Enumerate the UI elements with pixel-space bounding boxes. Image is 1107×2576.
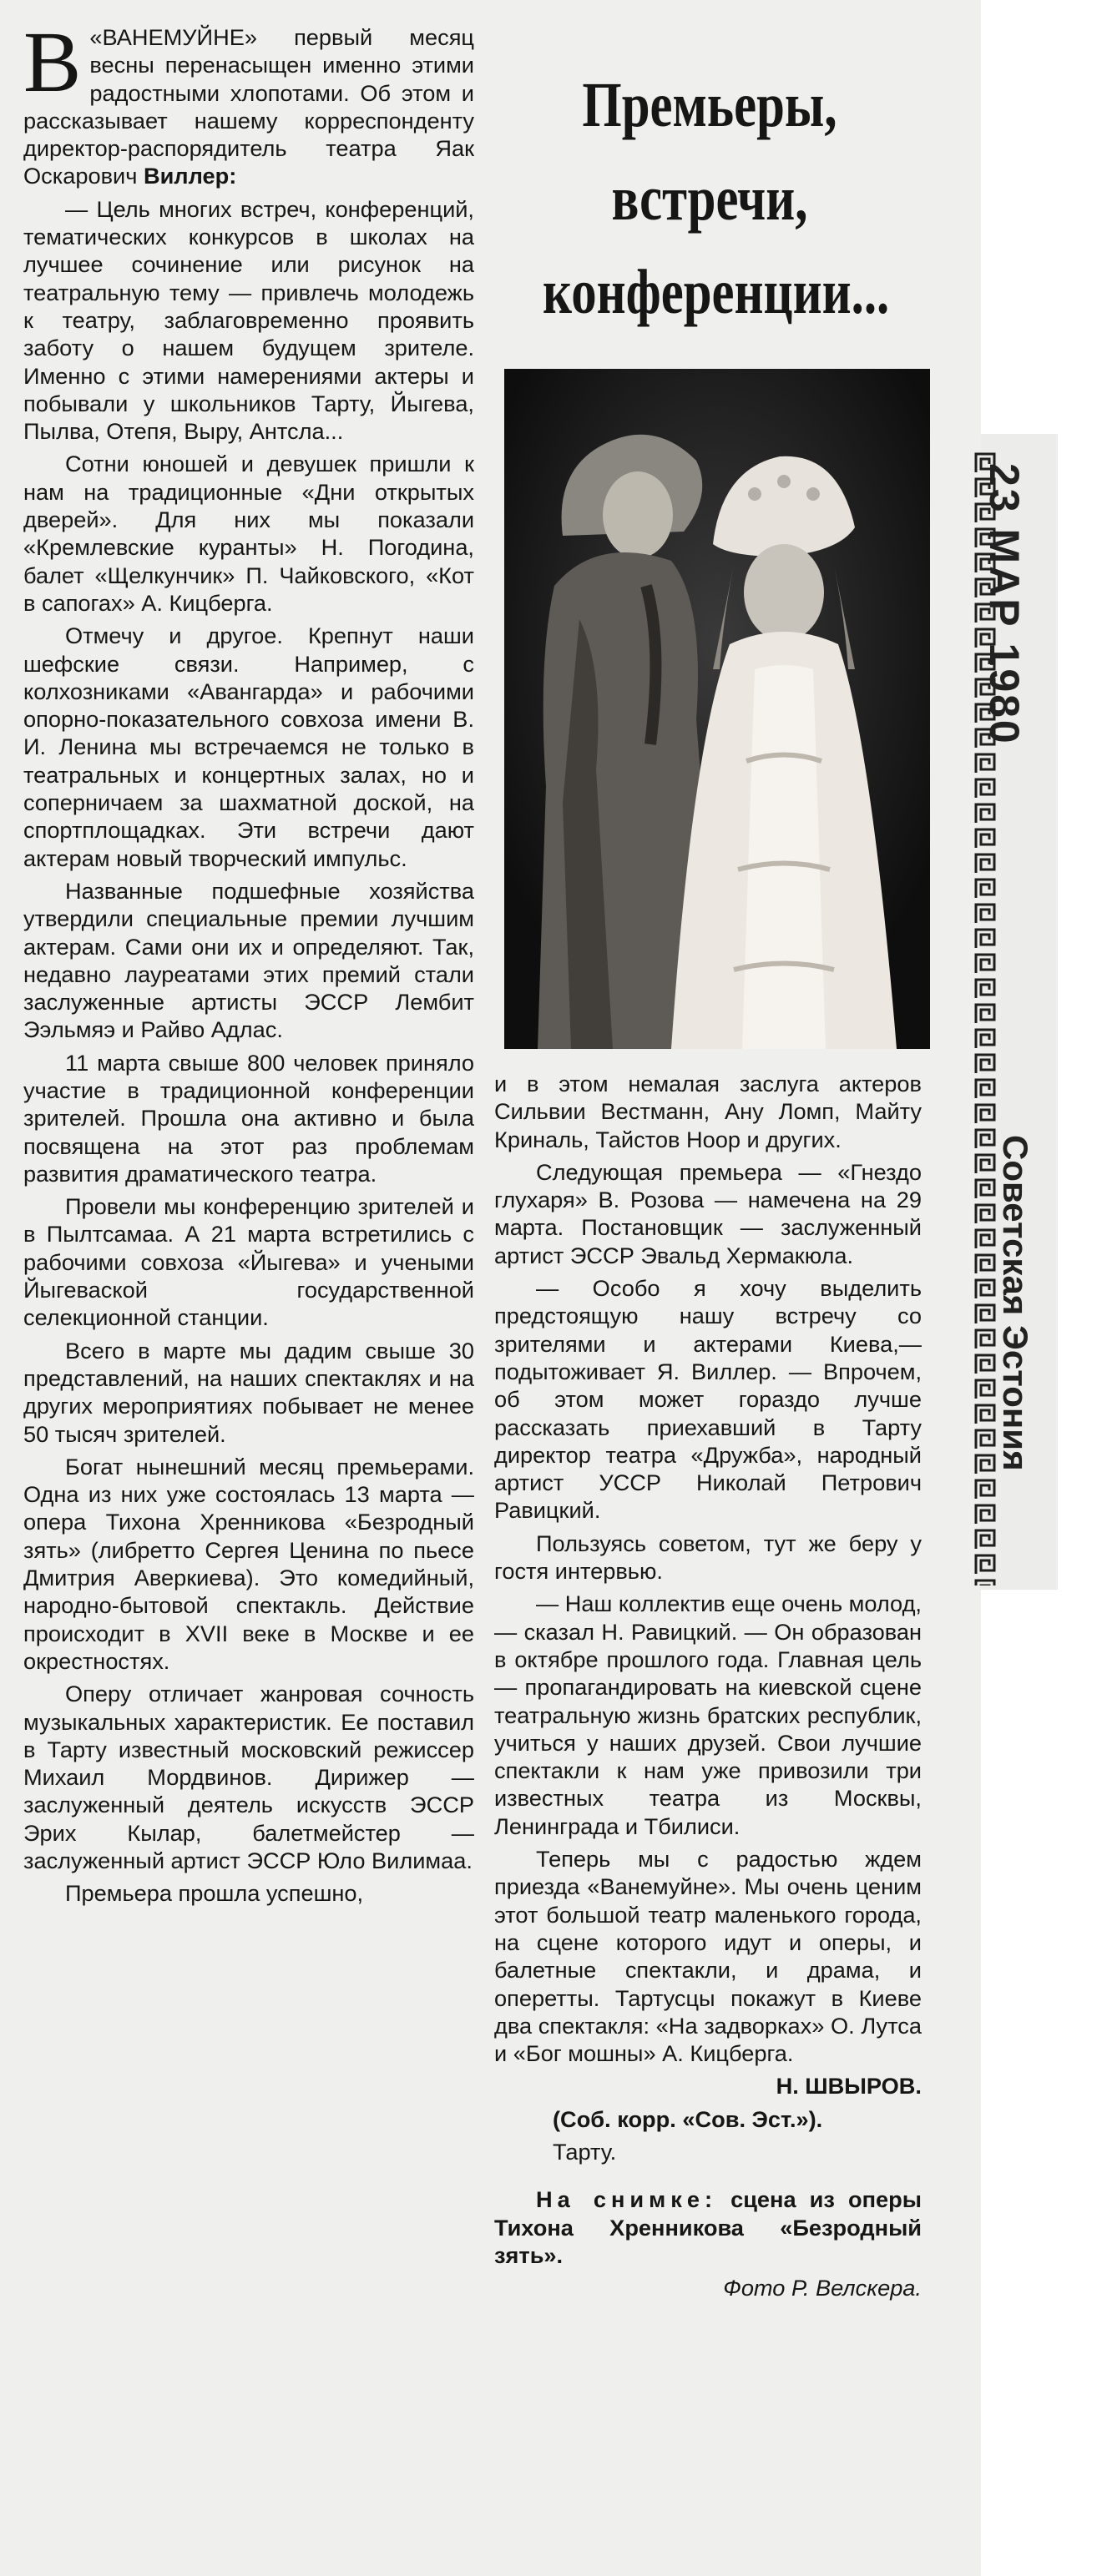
date-stamp: [981, 463, 1062, 880]
article-paragraph: Пользуясь советом, тут же беру у гостя интервью.: [494, 1530, 922, 1585]
article-paragraph: — Особо я хочу выделить предстоящую нашу встречу со зрителями и актерами Киева,— подытоживает Я. Виллер. — Впрочем, об этом может гораздо лучше рассказать приехавший в Тарту директор театра «Дружба», народный артист УССР Николай Петрович Равицкий.: [494, 1275, 922, 1524]
article-paragraph: Оперу отличает жанровая сочность музыкальных характеристик. Ее поставил в Тарту известный московский режиссер Михаил Мордвинов. Дирижер — заслуженный деятель искусств ЭССР Эрих Кылар, балетмейстер — заслуженный артист ЭССР Юло Вилимаа.: [23, 1681, 474, 1873]
correspondent-note: (Соб. корр. «Сов. Эст.»).: [553, 2105, 823, 2132]
headline-line: встречи,: [611, 164, 808, 234]
speaker-name: Виллер:: [143, 163, 237, 189]
article-paragraph: Всего в марте мы дадим свыше 30 представлений, на наших спектаклях и на других мероприятиях побывает не менее 50 тысяч зрителей.: [23, 1337, 474, 1447]
headline-line: конференции...: [543, 257, 890, 327]
lead-text: «ВАНЕМУЙНЕ» первый месяц весны перенасыщен именно этими радостными хлопотами. Об этом и рассказывает нашему корреспонденту директор-распорядитель театра Яак Оскарович: [23, 24, 474, 189]
article-paragraph: — Наш коллектив еще очень молод, — сказал Н. Равицкий. — Он образован в октябре прошлого года. Главная цель — пропагандировать на киевской сцене театральную жизнь братских республик, учиться у наших друзей. Свои лучшие спектакли к нам уже привозили три известных театра из Москвы, Ленинграда и Тбилиси.: [494, 1590, 922, 1839]
article-paragraph: Отмечу и другое. Крепнут наши шефские связи. Например, с колхозниками «Авангарда» и рабочими опорно-показательного совхоза имени В. И. Ленина мы встречаемся не только в театральных и концертных залах, но и соперничаем за шахматной доской, на спортплощадках. Эти встречи дают актерам новый творческий импульс.: [23, 623, 474, 871]
drop-cap: В: [23, 14, 82, 110]
article-paragraph: — Цель многих встреч, конференций, тематических конкурсов в школах на лучшее сочинение или рисунок на театральную тему — привлечь молодежь к театру, заблаговременно проявить заботу о нашем будущем зрителе. Именно с этими намерениями актеры и побывали у школьников Тарту, Йыгева, Пылва, Отепя, Выру, Антсла...: [23, 195, 474, 445]
photo-caption: [494, 2185, 922, 2269]
article-paragraph: Сотни юношей и девушек пришли к нам на традиционные «Дни открытых дверей». Для них мы показали «Кремлевские куранты» Н. Погодина, балет «Щелкунчик» П. Чайковского, «Кот в сапогах» А. Кицберга.: [23, 451, 474, 616]
article-paragraph: Провели мы конференцию зрителей и в Пылтсамаа. А 21 марта встретились с рабочими совхоза «Йыгева» и учеными Йыгеваской государственной селекционной станции.: [23, 1193, 474, 1331]
stamp-date: 23 МАР 1980: [981, 463, 1028, 746]
right-paragraphs: [494, 1070, 922, 2067]
photo-credit: Фото Р. Велскера.: [723, 2275, 922, 2301]
article-paragraph: Богат нынешний месяц премьерами. Одна из них уже состоялась 13 марта — опера Тихона Хренникова «Безродный зять» (либретто Сергея Ценина по пьесе Дмитрия Аверкиева). Это комедийный, народно-бытовой спектакль. Действие происходит в XVII веке в Москве и ее окрестностях.: [23, 1453, 474, 1674]
caption-text: сцена из оперы Тихона Хренникова «Безродный зять».: [494, 2186, 922, 2268]
photo-illustration: [504, 369, 930, 1049]
author-signature: Н. ШВЫРОВ.: [776, 2073, 922, 2100]
article-paragraph: и в этом немалая заслуга актеров Сильвии Вестманн, Ану Ломп, Майту Криналь, Тайстов Ноор и других.: [494, 1071, 922, 1152]
article-paragraph: Теперь мы с радостью ждем приезда «Ванемуйне». Мы очень ценим этот большой театр маленького города, на сцене которого идут и оперы, и балетные спектакли, и драма, и оперетты. Тартусцы покажут в Киеве два спектакля: «На задворках» О. Лутса и «Бог мошны» А. Кицберга.: [494, 1846, 922, 2067]
dateline-city: Тарту.: [553, 2138, 617, 2165]
article-paragraph: 11 марта свыше 800 человек приняло участие в традиционной конференции зрителей. Прошла она активно и была посвящена на этот раз проблемам развития драматического театра.: [23, 1049, 474, 1187]
article-paragraph: Следующая премьера — «Гнездо глухаря» В. Розова — намечена на 29 марта. Постановщик — заслуженный артист ЭССР Эвальд Хермакюла.: [494, 1158, 922, 1268]
opera-scene-photo: [504, 369, 930, 1049]
headline-line: Премьеры,: [582, 70, 837, 140]
article-lead: [23, 14, 474, 190]
article-paragraph: Премьера прошла успешно,: [65, 1880, 364, 1907]
headline: [543, 58, 890, 339]
left-paragraphs: [23, 195, 474, 1908]
newspaper-title: Советская Эстония: [996, 1135, 1035, 1471]
caption-lead: На снимке:: [536, 2186, 717, 2213]
article-paragraph: Названные подшефные хозяйства утвердили специальные премии лучшим актерам. Сами они их и определяют. Так, недавно лауреатами этих премий стали заслуженные артисты ЭССР Лембит Ээльмяэ и Райво Адлас.: [23, 877, 474, 1043]
article-right-column: [494, 1070, 922, 2306]
article-left-column: [23, 14, 474, 1913]
